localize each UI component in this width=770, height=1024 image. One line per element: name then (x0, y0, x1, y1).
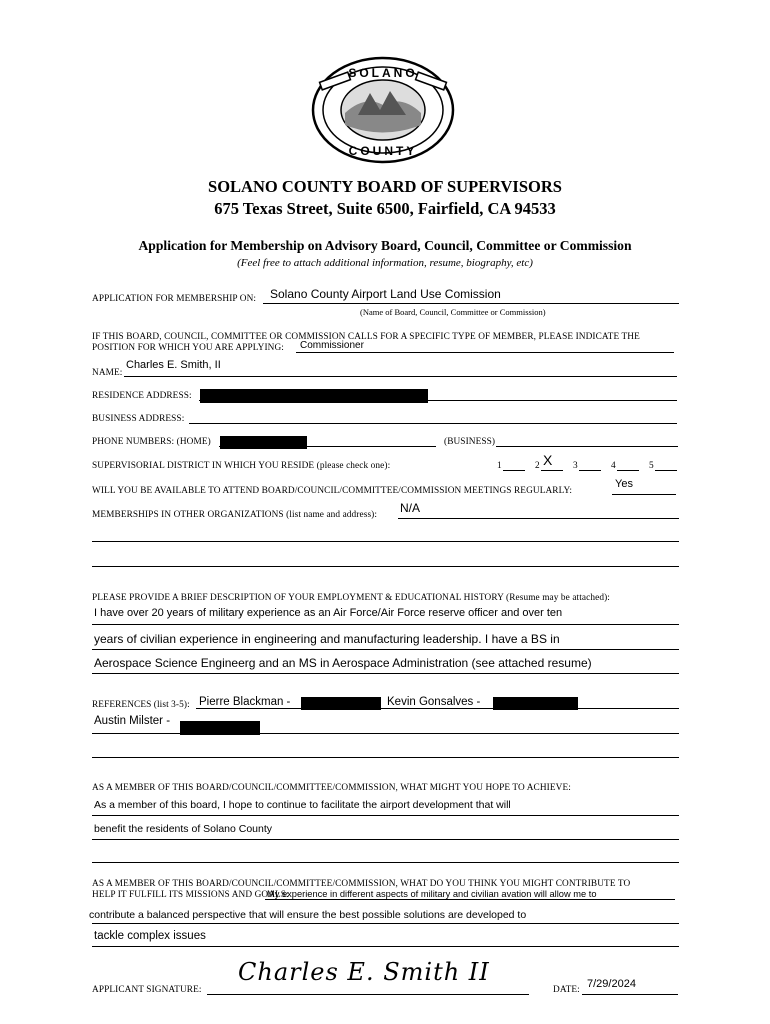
references-line-3[interactable] (92, 757, 679, 758)
phone-home-label: PHONE NUMBERS: (HOME) (92, 437, 211, 447)
contribute-inline[interactable]: My experience in different aspects of military and civilian avation will allow me to (267, 889, 597, 899)
achieve-underline (92, 839, 679, 840)
history-label: PLEASE PROVIDE A BRIEF DESCRIPTION OF YOUR EMPLOYMENT & EDUCATIONAL HISTORY (Resume may be attached): (92, 593, 610, 603)
name-field[interactable]: Charles E. Smith, II (126, 359, 221, 371)
org-address: 675 Texas Street, Suite 6500, Fairfield, CA 94533 (214, 199, 556, 218)
signature-line (207, 994, 529, 995)
references-line (196, 708, 679, 709)
history-line-2[interactable]: years of civilian experience in engineering and manufacturing leadership. I have a BS in (94, 632, 560, 646)
district-5-label: 5 (649, 461, 654, 471)
district-1-checkbox[interactable] (503, 470, 525, 471)
district-5-checkbox[interactable] (655, 470, 677, 471)
achieve-line-3[interactable] (92, 862, 679, 863)
form-title: Application for Membership on Advisory Board, Council, Committee or Commission (138, 238, 632, 253)
achieve-label: AS A MEMBER OF THIS BOARD/COUNCIL/COMMITTEE/COMMISSION, WHAT MIGHT YOU HOPE TO ACHIEVE: (92, 783, 571, 793)
position-field[interactable]: Commissioner (300, 340, 364, 351)
district-2-mark: X (543, 452, 553, 468)
district-3-checkbox[interactable] (579, 470, 601, 471)
name-line (124, 376, 677, 377)
name-label: NAME: (92, 368, 123, 378)
application-line (263, 303, 679, 304)
signature-label: APPLICANT SIGNATURE: (92, 985, 202, 995)
district-1-label: 1 (497, 461, 502, 471)
achieve-line-2[interactable]: benefit the residents of Solano County (94, 823, 273, 835)
available-field[interactable]: Yes (615, 478, 633, 490)
memberships-label: MEMBERSHIPS IN OTHER ORGANIZATIONS (list name and address): (92, 510, 378, 520)
position-line (296, 352, 674, 353)
phone-business-label: (BUSINESS) (444, 437, 496, 447)
memberships-line (398, 518, 679, 519)
contribute-line-1[interactable]: contribute a balanced perspective that will ensure the best possible solutions are developed to (89, 909, 527, 921)
date-label: DATE: (553, 985, 580, 995)
redaction-bar (220, 436, 307, 449)
redaction-bar (200, 389, 428, 403)
business-address-label: BUSINESS ADDRESS: (92, 414, 185, 424)
position-text: IF THIS BOARD, COUNCIL, COMMITTEE OR COMMISSION CALLS FOR A SPECIFIC TYPE OF MEMBER, PLEASE INDICATE THE (92, 332, 640, 342)
memberships-line-2[interactable] (92, 541, 679, 542)
signature-field[interactable]: Charles E. Smith II (238, 958, 490, 986)
history-line-3[interactable]: Aerospace Science Engineerg and an MS in Aerospace Administration (see attached resume) (94, 656, 592, 670)
achieve-underline (92, 815, 679, 816)
memberships-field[interactable]: N/A (400, 501, 421, 515)
contribute-underline (92, 946, 679, 947)
memberships-line-3[interactable] (92, 566, 679, 567)
contribute-underline (92, 923, 679, 924)
district-3-label: 3 (573, 461, 578, 471)
redaction-bar (493, 697, 578, 710)
district-2-label: 2 (535, 461, 540, 471)
available-line (612, 494, 676, 495)
position-label: POSITION FOR WHICH YOU ARE APPLYING: (92, 343, 284, 353)
seal-top-text: SOLANO (348, 66, 418, 80)
history-underline (92, 649, 679, 650)
date-line (582, 994, 678, 995)
business-address-line (189, 423, 677, 424)
district-4-checkbox[interactable] (617, 470, 639, 471)
district-options (497, 452, 679, 473)
date-field[interactable]: 7/29/2024 (587, 978, 636, 990)
reference-1[interactable]: Pierre Blackman - (199, 696, 291, 708)
org-title: SOLANO COUNTY BOARD OF SUPERVISORS (208, 177, 562, 196)
phone-business-line (496, 446, 678, 447)
contribute-label: AS A MEMBER OF THIS BOARD/COUNCIL/COMMITTEE/COMMISSION, WHAT DO YOU THINK YOU MIGHT CONTRIBUTE TO (92, 879, 631, 889)
history-underline (92, 673, 679, 674)
history-line-1[interactable]: I have over 20 years of military experience as an Air Force/Air Force reserve officer and over ten (94, 607, 563, 619)
application-caption: (Name of Board, Council, Committee or Commission) (360, 307, 546, 317)
application-field[interactable]: Solano County Airport Land Use Comission (270, 287, 501, 301)
references-line-2 (92, 733, 679, 734)
available-label: WILL YOU BE AVAILABLE TO ATTEND BOARD/COUNCIL/COMMITTEE/COMMISSION MEETINGS REGULARLY: (92, 486, 573, 496)
reference-3[interactable]: Austin Milster - (94, 715, 171, 727)
district-4-label: 4 (611, 461, 616, 471)
achieve-line-1[interactable]: As a member of this board, I hope to continue to facilitate the airport development that will (94, 799, 511, 811)
residence-label: RESIDENCE ADDRESS: (92, 391, 192, 401)
county-seal (310, 55, 456, 165)
reference-2[interactable]: Kevin Gonsalves - (387, 696, 481, 708)
references-label: REFERENCES (list 3-5): (92, 700, 190, 710)
redaction-bar (301, 697, 381, 710)
history-underline (92, 624, 679, 625)
contribute-label-2: HELP IT FULFILL ITS MISSIONS AND GOALS: (92, 890, 289, 900)
seal-bottom-text: COUNTY (348, 144, 418, 158)
contribute-line-2[interactable]: tackle complex issues (94, 930, 206, 942)
contribute-line (265, 899, 675, 900)
application-label: APPLICATION FOR MEMBERSHIP ON: (92, 294, 257, 304)
district-label: SUPERVISORIAL DISTRICT IN WHICH YOU RESIDE (please check one): (92, 461, 391, 471)
form-note: (Feel free to attach additional information, resume, biography, etc) (237, 257, 533, 269)
district-2-checkbox[interactable] (541, 470, 563, 471)
